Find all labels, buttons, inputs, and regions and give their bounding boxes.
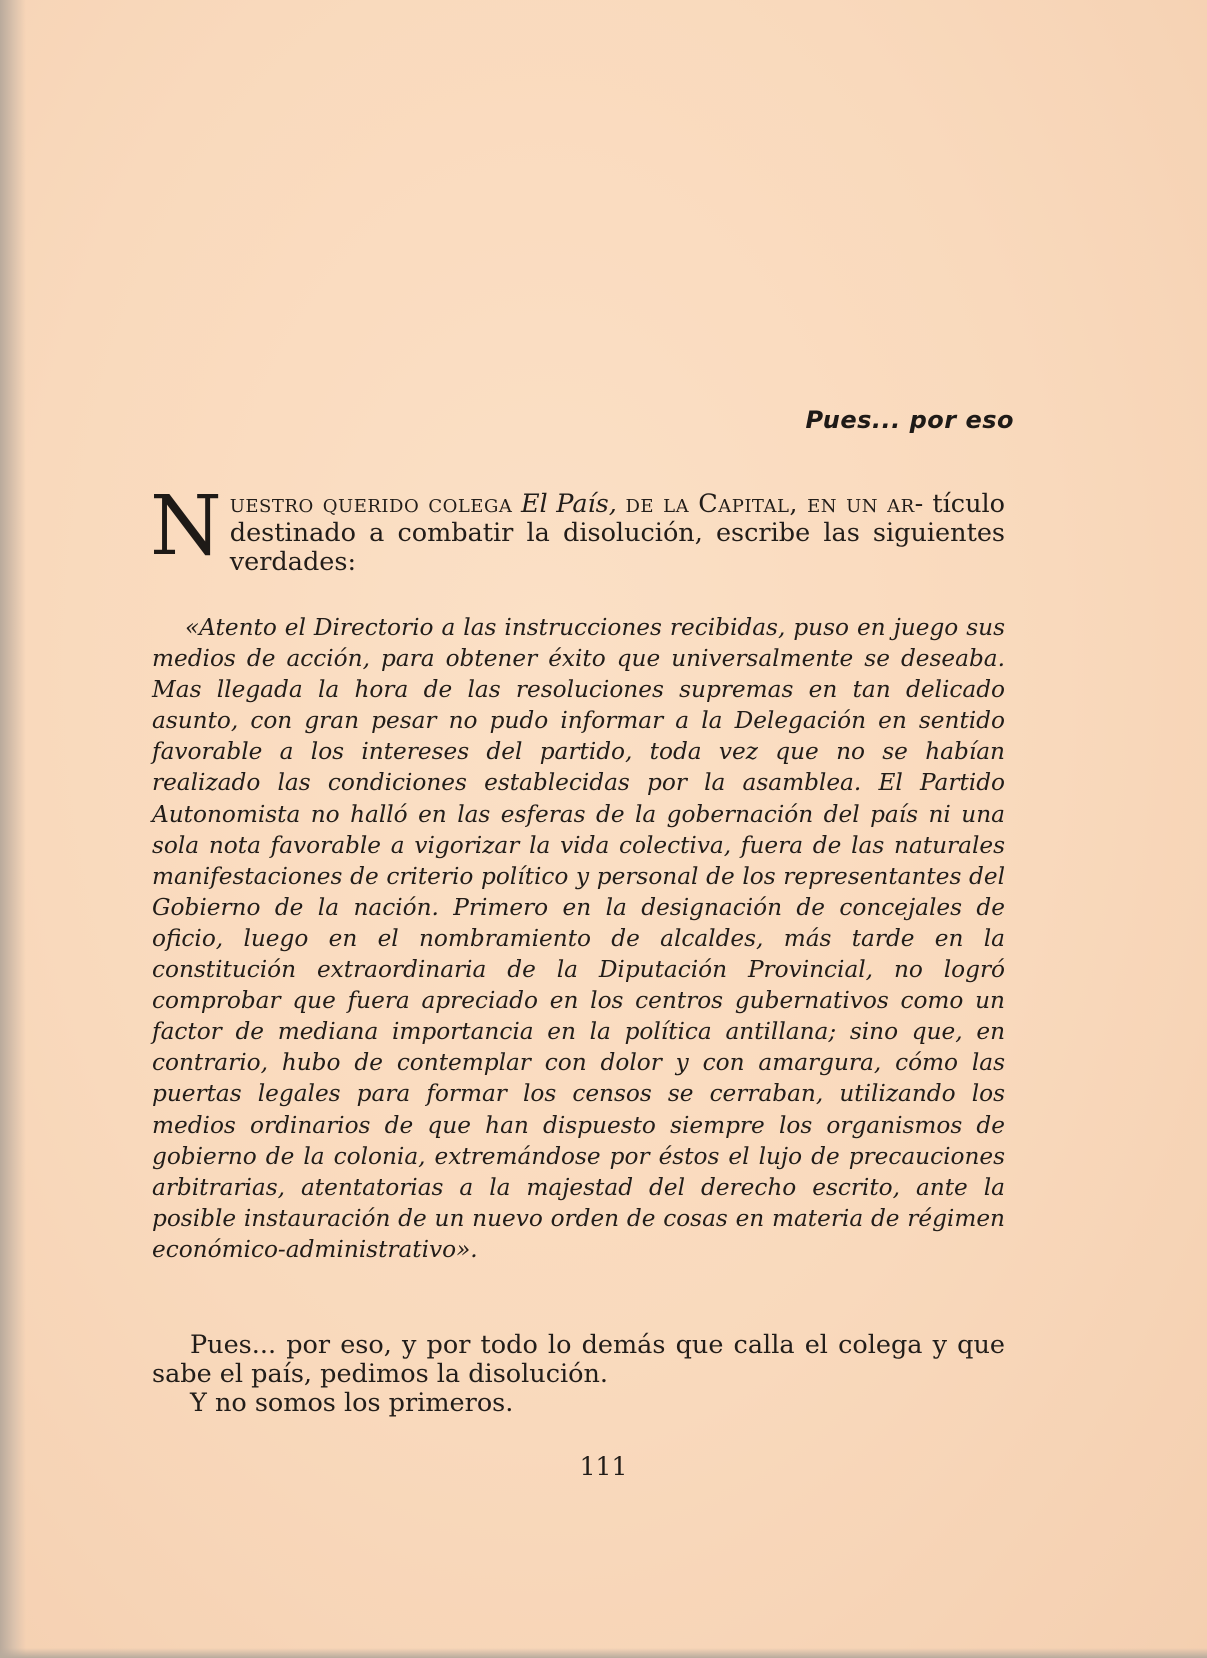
drop-cap: N xyxy=(150,479,222,574)
closing-paragraph-2: Y no somos los primeros. xyxy=(190,1388,514,1418)
newspaper-name: El País, xyxy=(520,489,617,519)
page-number: 111 xyxy=(579,1452,628,1481)
quoted-passage: «Atento el Directorio a las instrucciones recibidas, puso en juego sus medios de acción, para obtener éxito que universalmente se deseaba. Mas llegada la hora de las resoluciones supremas en tan delicado asunto, con gran pesar no pudo informar a la Delegación en sentido favorable a los intereses del partido, toda vez que no se habían realizado las condiciones establecidas por la asamblea. El Partido Autonomista no halló en las esferas de la gobernación del país ni una sola nota favorable a vigorizar la vida colectiva, fuera de las naturales manifestaciones de criterio político y personal de los representantes del Gobierno de la nación. Primero en la designación de concejales de oficio, luego en el nombramiento de alcaldes, más tarde en la constitución extraordinaria de la Diputación Provincial, no logró comprobar que fuera apreciado en los centros gubernativos como un factor de mediana importancia en la política antillana; sino que, en contrario, hubo de contemplar con dolor y con amargura, cómo las puertas legales para formar los censos se cerraban, utilizando los medios ordinarios de que han dispuesto siempre los organismos de gobierno de la colonia, extremándose por éstos el lujo de precauciones arbitrarias, atentatorias a la majestad del derecho escrito, ante la posible instauración de un nuevo orden de cosas en materia de régimen económico-administrativo». xyxy=(152,614,1005,1263)
article-title: Pues... por eso xyxy=(805,406,1014,434)
closing-section xyxy=(152,1331,1005,1418)
intro-paragraph xyxy=(150,479,1006,577)
closing-paragraph-1: Pues... por eso, y por todo lo demás que calla el colega y que sabe el país, pedimos la disolución. xyxy=(152,1330,1005,1389)
page-bottom-edge xyxy=(0,1648,1207,1658)
intro-rest: tículo destinado a combatir la disolución, escribe las siguientes verdades: xyxy=(229,489,1006,577)
page-left-edge-shadow xyxy=(0,0,26,1658)
intro-smallcaps-lead: uestro querido colega xyxy=(229,489,513,519)
intro-smallcaps-continued: de la Capital, en un ar- xyxy=(625,489,924,519)
